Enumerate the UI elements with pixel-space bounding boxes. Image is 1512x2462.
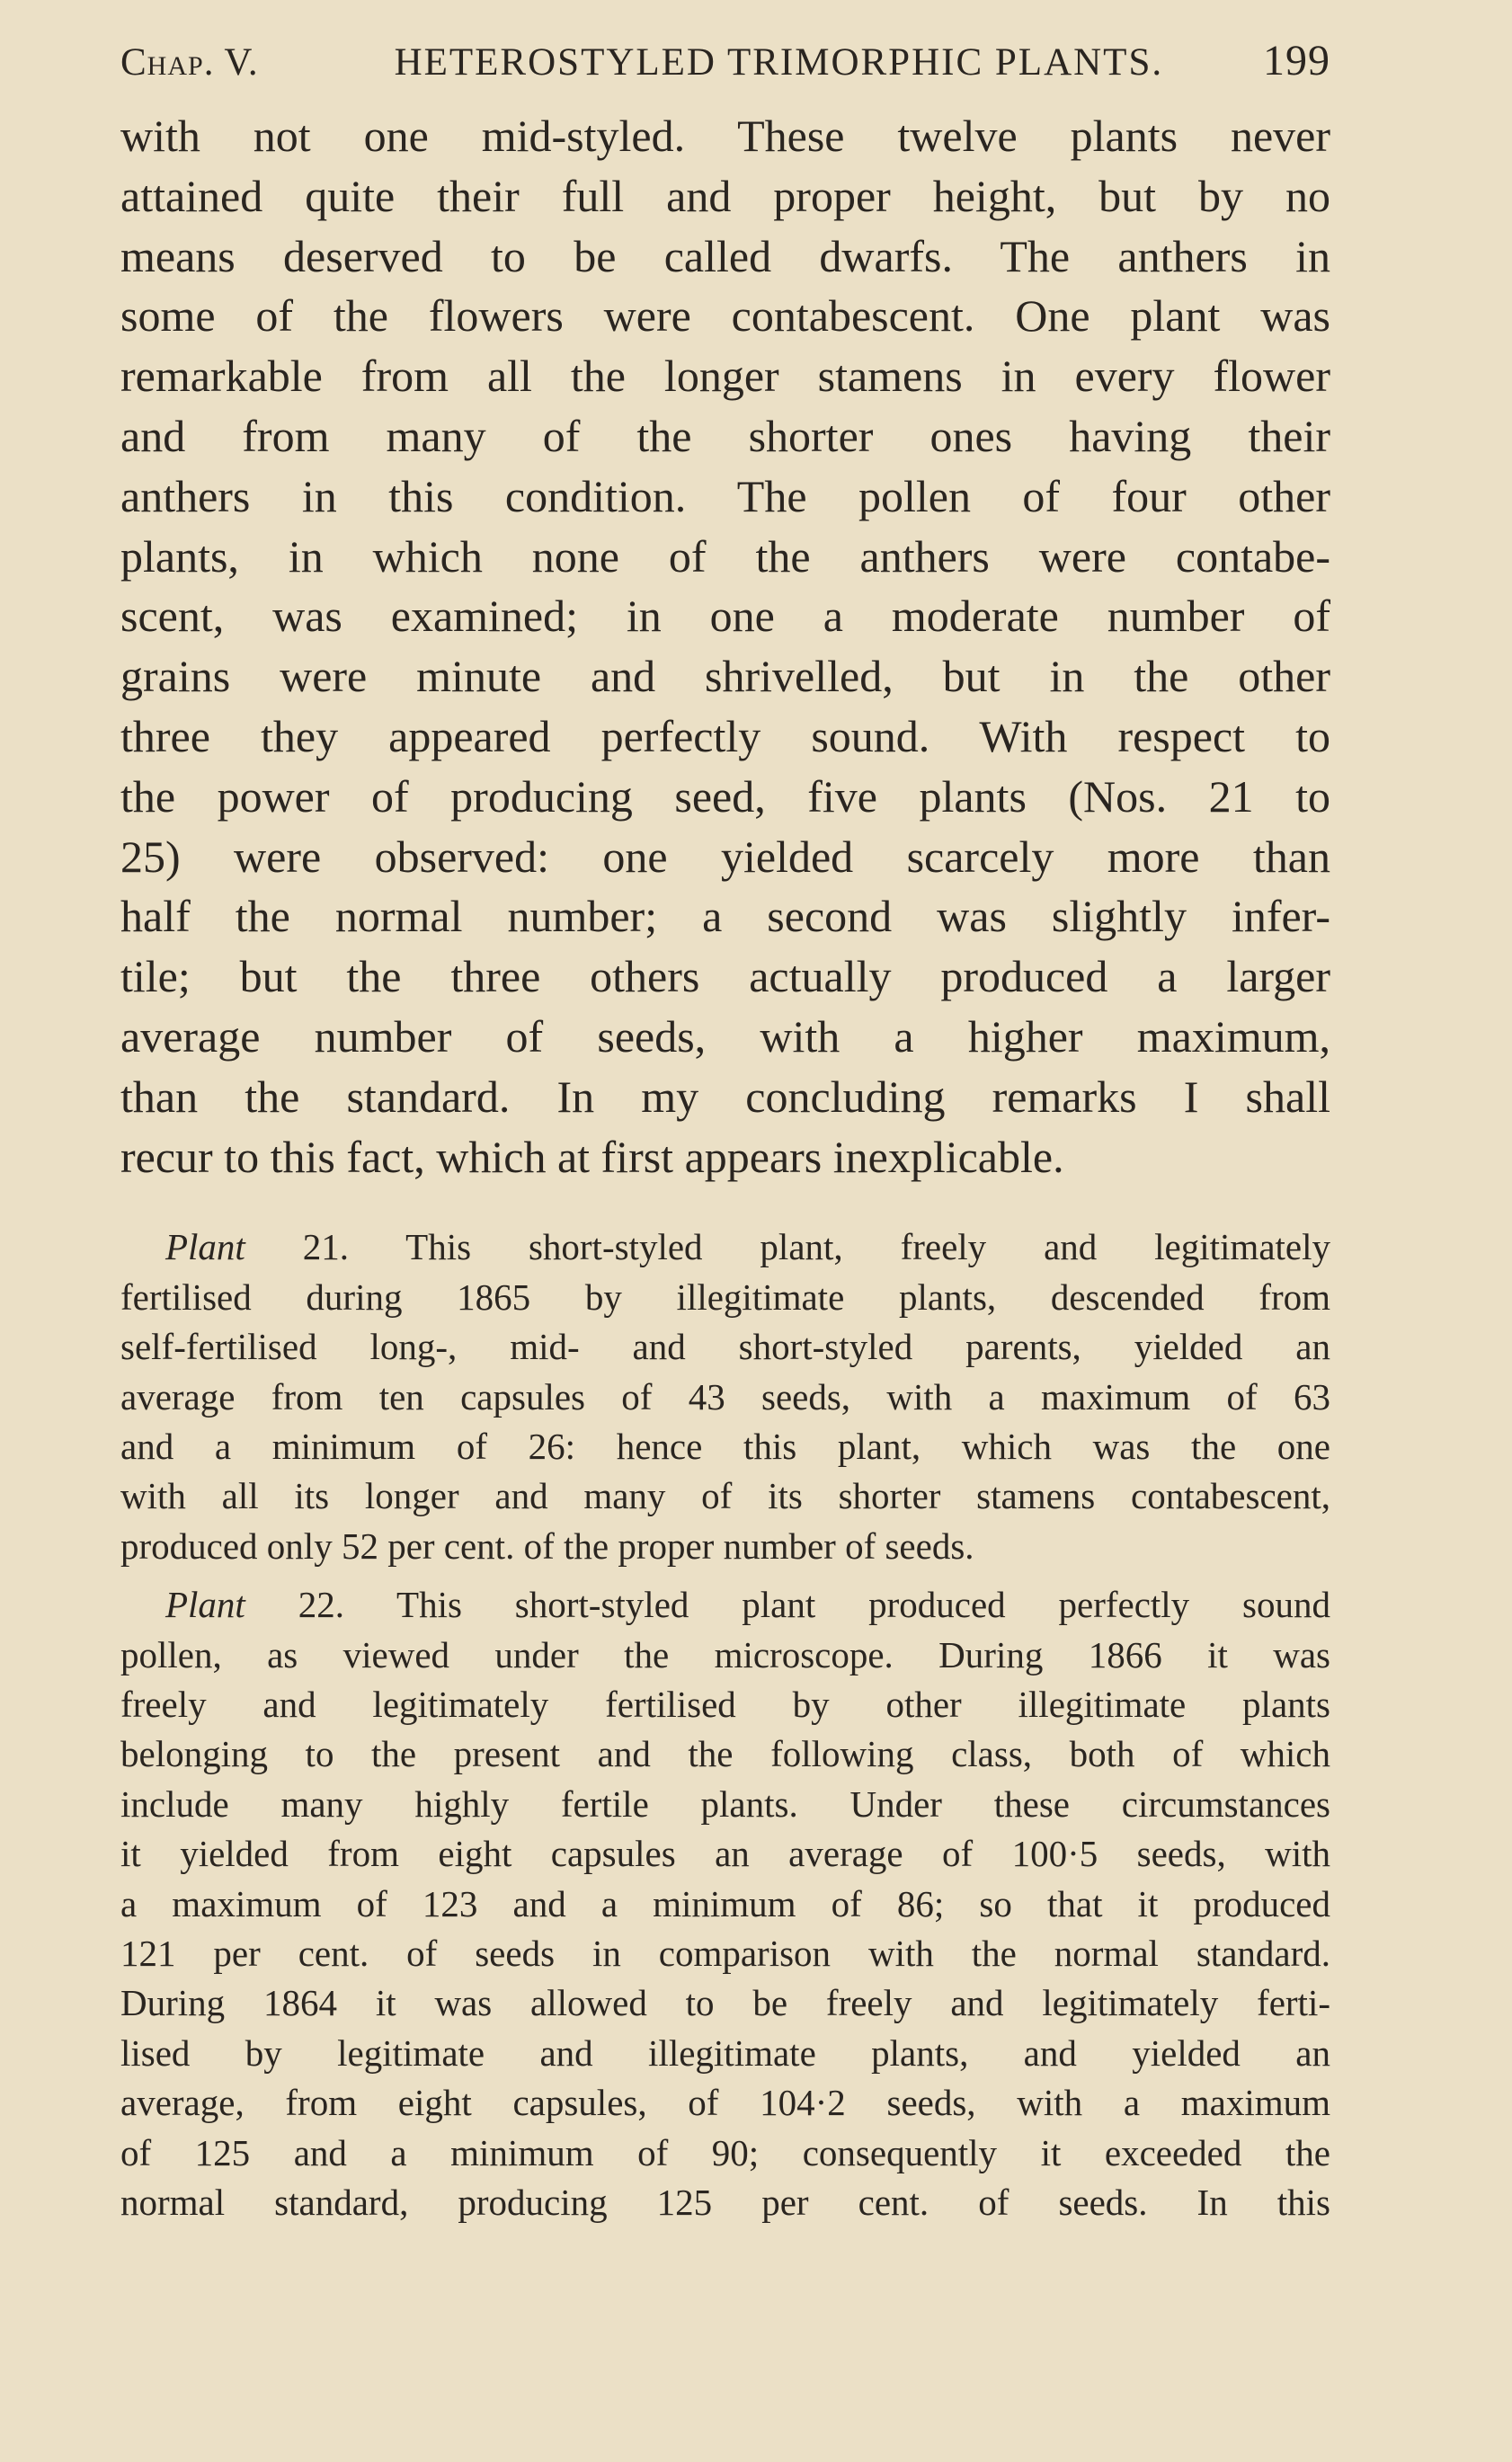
text-line: tile; but the three others actually produced a larger <box>120 951 1330 1002</box>
text-line: half the normal number; a second was slightly infer- <box>120 891 1330 942</box>
text-line: produced only 52 per cent. of the proper number of seeds. <box>120 1524 974 1567</box>
plant-label: Plant <box>165 1584 245 1626</box>
text-line: self-fertilised long-, mid- and short-styled parents, yielded an <box>120 1326 1330 1368</box>
text-line: average, from eight capsules, of 104·2 seeds, with a maximum <box>120 2082 1330 2124</box>
text-line: 25) were observed: one yielded scarcely more than <box>120 831 1330 882</box>
text-line: it yielded from eight capsules an average of 100·5 seeds, with <box>120 1833 1330 1875</box>
text-line: scent, was examined; in one a moderate number of <box>120 591 1330 642</box>
text-line: include many highly fertile plants. Under these circumstances <box>120 1782 1330 1825</box>
text-line: three they appeared perfectly sound. With respect to <box>120 710 1330 761</box>
text-line: of 125 and a minimum of 90; consequently it exceeded the <box>120 2131 1330 2173</box>
paragraph-spacer <box>120 1187 1330 1222</box>
text-line: means deserved to be called dwarfs. The anthers in <box>120 230 1330 281</box>
text-line: the power of producing seed, five plants (Nos. 21 to <box>120 770 1330 822</box>
text-line: a maximum of 123 and a minimum of 86; so that it produced <box>120 1882 1330 1924</box>
running-header <box>120 36 1330 90</box>
text-line: and from many of the shorter ones having their <box>120 410 1330 461</box>
plant-22-intro: 22. This short-styled plant produced perfectly sound <box>245 1584 1330 1626</box>
text-line: average from ten capsules of 43 seeds, with a maximum of 63 <box>120 1375 1330 1418</box>
text-line: some of the flowers were contabescent. One plant was <box>120 290 1330 342</box>
text-line: attained quite their full and proper height, but by no <box>120 170 1330 221</box>
text-line: and a minimum of 26: hence this plant, which was the one <box>120 1425 1330 1467</box>
plant-label: Plant <box>165 1226 245 1268</box>
text-line: with not one mid-styled. These twelve plants never <box>120 111 1330 161</box>
main-paragraph <box>120 106 1330 1187</box>
text-line: anthers in this condition. The pollen of four other <box>120 470 1330 521</box>
text-line: with all its longer and many of its shorter stamens contabescent, <box>120 1475 1330 1517</box>
text-line: average number of seeds, with a higher maximum, <box>120 1010 1330 1062</box>
page-number: 199 <box>1263 37 1330 84</box>
plant-21-paragraph <box>120 1222 1330 1571</box>
text-line: than the standard. In my concluding remarks I shall <box>120 1071 1330 1122</box>
text-line: lised by legitimate and illegitimate plants, and yielded an <box>120 2031 1330 2074</box>
text-line: pollen, as viewed under the microscope. During 1866 it was <box>120 1633 1330 1675</box>
text-line: fertilised during 1865 by illegitimate plants, descended from <box>120 1275 1330 1318</box>
book-page <box>120 36 1330 2227</box>
text-line: plants, in which none of the anthers were contabe- <box>120 530 1330 582</box>
plant-22-paragraph <box>120 1580 1330 2227</box>
text-line: 121 per cent. of seeds in comparison with the normal standard. <box>120 1933 1330 1975</box>
plant-22-first-line <box>120 1580 1330 1630</box>
chapter-title: HETEROSTYLED TRIMORPHIC PLANTS. <box>394 41 1164 84</box>
paragraph-spacer <box>120 1571 1330 1580</box>
text-line: recur to this fact, which at first appears inexplicable. <box>120 1131 1064 1182</box>
chapter-label: Chap. V. <box>120 41 259 84</box>
text-line: grains were minute and shrivelled, but in the other <box>120 651 1330 702</box>
plant-21-first-line <box>120 1222 1330 1272</box>
text-line: belonging to the present and the following class, both of which <box>120 1733 1330 1775</box>
text-line: During 1864 it was allowed to be freely and legitimately ferti- <box>120 1982 1330 2024</box>
text-line: remarkable from all the longer stamens in every flower <box>120 351 1330 402</box>
text-line: normal standard, producing 125 per cent. of seeds. In this <box>120 2182 1330 2224</box>
plant-21-intro: 21. This short-styled plant, freely and legitimately <box>245 1226 1330 1268</box>
text-line: freely and legitimately fertilised by other illegitimate plants <box>120 1684 1330 1725</box>
